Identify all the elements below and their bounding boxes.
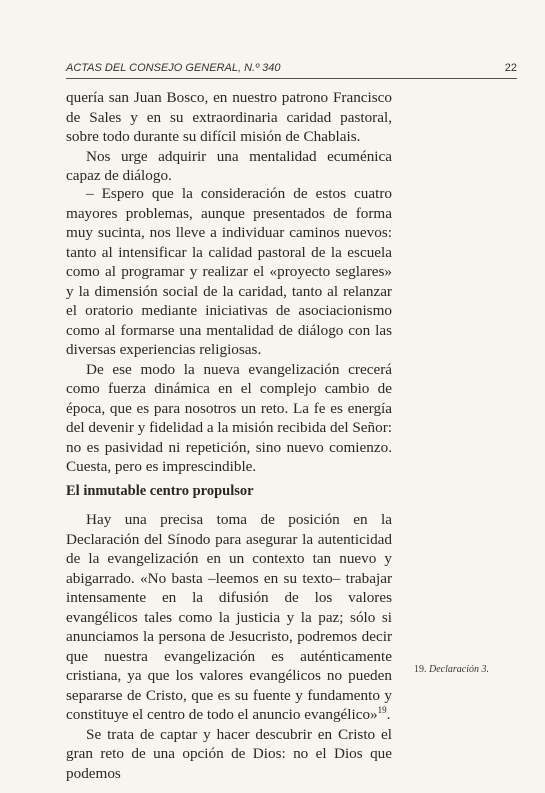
- paragraph: quería san Juan Bosco, en nuestro patrono Francisco de Sales y en su extraordinaria caridad pastoral, sobre todo durante su difícil misión de Chablais.: [66, 89, 392, 145]
- paragraph: Hay una precisa toma de posición en la Declaración del Sínodo para asegurar la autenticidad de la evangelización en un contexto tan nuevo y abigarrado. «No basta –leemos en su texto– trabajar intensamente en la difusión de los valores evangélicos tales como la justicia y la paz; sólo si anunciamos la persona de Jesucristo, podremos decir que nuestra evangelización es auténticamente cristiana, ya que los valores evangélicos no pueden separarse de Cristo, que es su fuente y fundamento y constituye el centro de todo el anuncio evangélico»$^{19}$.: [66, 511, 392, 723]
- paragraph: – Espero que la consideración de estos cuatro mayores problemas, aunque presentados de forma muy sucinta, nos lleve a individuar caminos nuevos: tanto al intensificar la calidad pastoral de la escuela como al programar y realizar el «proyecto seglares» y la dimensión social de la caridad, tanto al relanzar el oratorio mediante iniciativas de asociacionismo como al formarse una mentalidad de diálogo con las diversas experiencias religiosas.: [66, 185, 392, 358]
- footnote-reference: 19: [377, 704, 387, 715]
- footnote-text: Declaración 3.: [429, 664, 489, 675]
- margin-footnote: [414, 664, 489, 675]
- paragraph-block-3: [66, 510, 392, 783]
- publication-title: ACTAS DEL CONSEJO GENERAL, N.º 340: [66, 62, 281, 74]
- section-heading: El inmutable centro propulsor: [66, 483, 254, 499]
- paragraph: Nos urge adquirir una mentalidad ecuménica capaz de diálogo.: [66, 147, 392, 184]
- page-number: 22: [504, 62, 517, 74]
- footnote-number: 19.: [414, 664, 427, 675]
- running-header: [66, 60, 517, 79]
- paragraph: Se trata de captar y hacer descubrir en Cristo el gran reto de una opción de Dios: no el Dios que podemos: [66, 725, 392, 782]
- paragraph-block-1: [66, 88, 392, 186]
- paragraph: De ese modo la nueva evangelización crecerá como fuerza dinámica en el complejo cambio de época, que es para nosotros un reto. La fe es energía del devenir y fidelidad a la misión recibida del Señor: no es pasividad ni repetición, sino nuevo comienzo. Cuesta, pero es imprescindible.: [66, 360, 393, 475]
- paragraph-text: Hay una precisa toma de posición en la Declaración del Sínodo para asegurar la autenticidad de la evangelización en un contexto tan nuevo y abigarrado. «No basta –leemos en su texto– trabajar intensamente en la difusión de los valores evangélicos tales como la justicia y la paz; sólo si anunciamos la persona de Jesucristo, podremos decir que nuestra evangelización es auténticamente cristiana, ya que los valores evangélicos no pueden separarse de Cristo, que es su fuente y fundamento y constituye el centro de todo el anuncio evangélico»: [66, 511, 392, 723]
- paragraph-block-2: [66, 184, 392, 477]
